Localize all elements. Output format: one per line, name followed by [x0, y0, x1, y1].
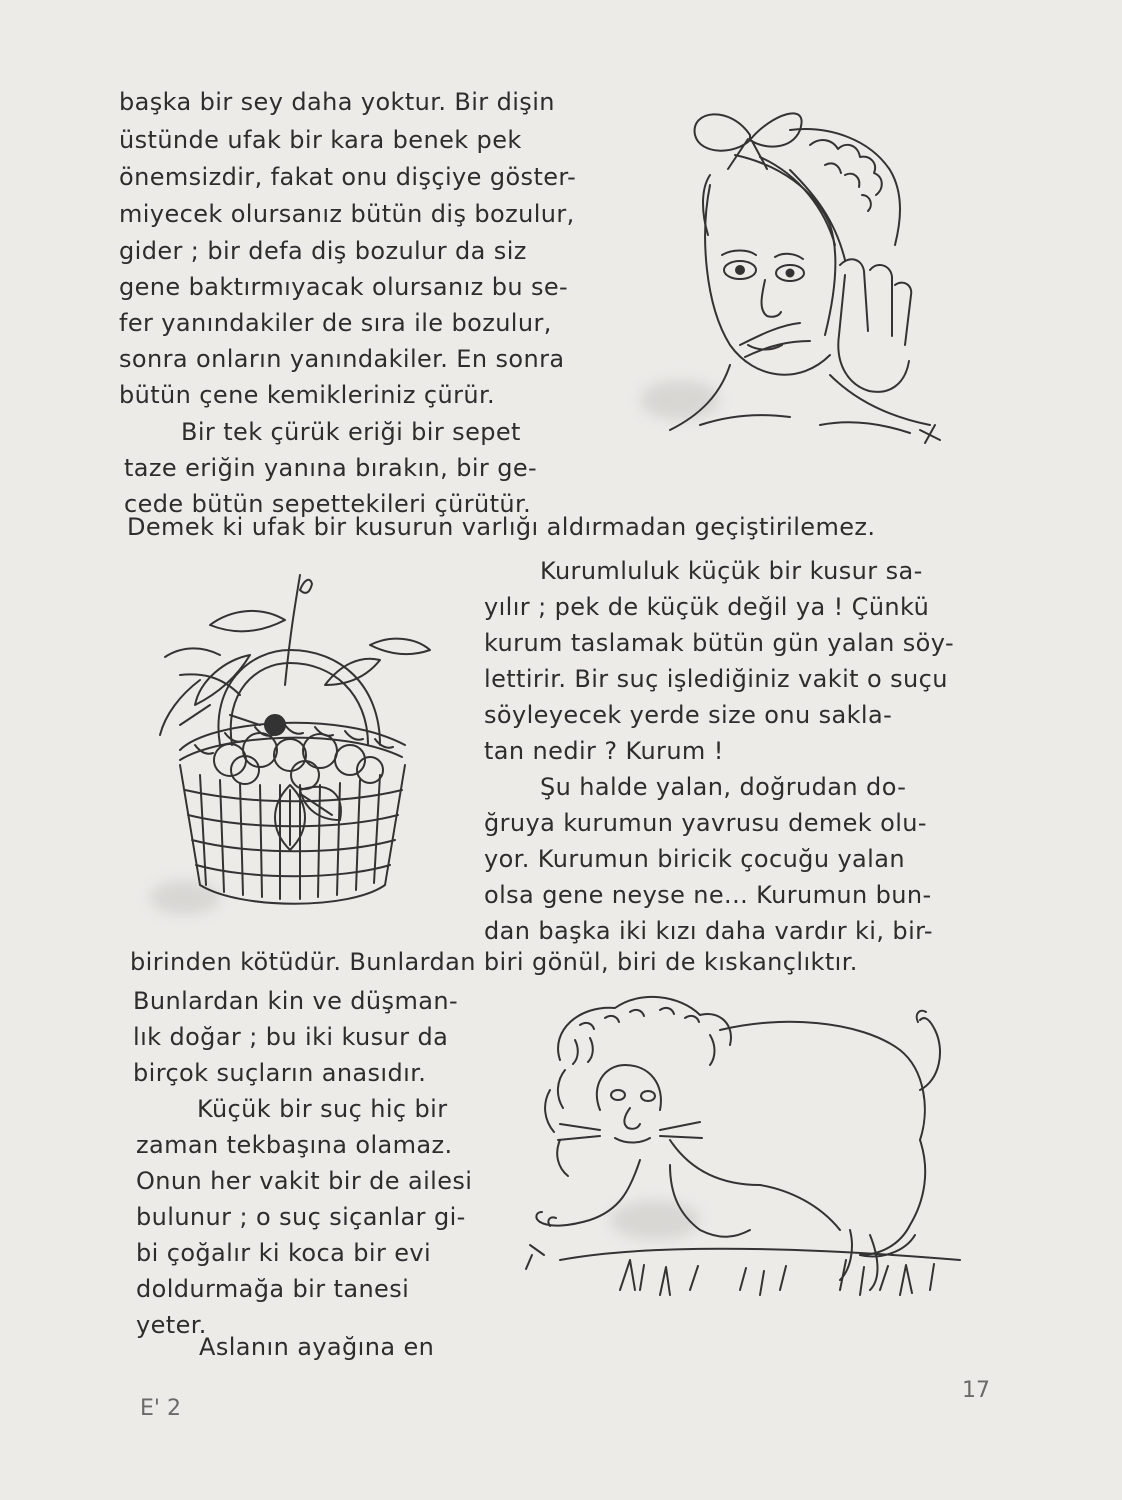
text-line: Bir tek çürük eriği bir sepet [181, 418, 521, 446]
text-line: sonra onların yanındakiler. En sonra [119, 345, 565, 373]
text-line: Kurumluluk küçük bir kusur sa- [540, 557, 923, 585]
text-line-wide: Demek ki ufak bir kusurun varlığı aldırmadan geçiştirilemez. [127, 513, 876, 541]
text-line: lık doğar ; bu iki kusur da [133, 1023, 449, 1051]
text-line: yılır ; pek de küçük değil ya ! Çünkü [484, 593, 930, 621]
text-line: başka bir sey daha yoktur. Bir dişin [119, 88, 555, 116]
text-line: taze eriğin yanına bırakın, bir ge- [124, 454, 538, 482]
signature-mark: E' 2 [140, 1396, 181, 1421]
text-line: üstünde ufak bir kara benek pek [119, 126, 522, 154]
text-line: söyleyecek yerde size onu sakla- [484, 701, 893, 729]
text-line: miyecek olursanız bütün diş bozulur, [119, 200, 575, 228]
text-line: önemsizdir, fakat onu dişçiye göster- [119, 163, 577, 191]
lion-illustration [520, 990, 970, 1330]
text-line: ğruya kurumun yavrusu demek olu- [484, 809, 927, 837]
text-line: bulunur ; o suç siçanlar gi- [136, 1203, 466, 1231]
text-line: kurum taslamak bütün gün yalan söy- [484, 629, 955, 657]
text-line: tan nedir ? Kurum ! [484, 737, 724, 765]
text-line: yor. Kurumun biricik çocuğu yalan [484, 845, 905, 873]
text-line: yeter. [136, 1311, 207, 1339]
text-line: Bunlardan kin ve düşman- [133, 987, 458, 1015]
text-line: zaman tekbaşına olamaz. [136, 1131, 453, 1159]
text-line: bütün çene kemikleriniz çürür. [119, 381, 496, 409]
text-line: gider ; bir defa diş bozulur da siz [119, 237, 527, 265]
text-line-wide: birinden kötüdür. Bunlardan biri gönül, biri de kıskançlıktır. [130, 948, 858, 976]
plum-basket-illustration [140, 565, 440, 925]
text-line: bi çoğalır ki koca bir evi [136, 1239, 432, 1267]
text-line: dan başka iki kızı daha vardır ki, bir- [484, 917, 933, 945]
text-line: gene baktırmıyacak olursanız bu se- [119, 273, 569, 301]
text-line: olsa gene neyse ne... Kurumun bun- [484, 881, 932, 909]
text-line: doldurmağa bir tanesi [136, 1275, 410, 1303]
toothache-illustration [640, 95, 970, 465]
text-line: fer yanındakiler de sıra ile bozulur, [119, 309, 552, 337]
text-line: Şu halde yalan, doğrudan do- [540, 773, 907, 801]
text-line: Aslanın ayağına en [199, 1333, 435, 1361]
text-line: birçok suçların anasıdır. [133, 1059, 427, 1087]
text-line: Onun her vakit bir de ailesi [136, 1167, 473, 1195]
text-line: cede bütün sepettekileri çürütür. [124, 490, 532, 518]
text-line: lettirir. Bir suç işlediğiniz vakit o suçu [484, 665, 948, 693]
text-line: Küçük bir suç hiç bir [197, 1095, 448, 1123]
page-number: 17 [962, 1378, 990, 1403]
